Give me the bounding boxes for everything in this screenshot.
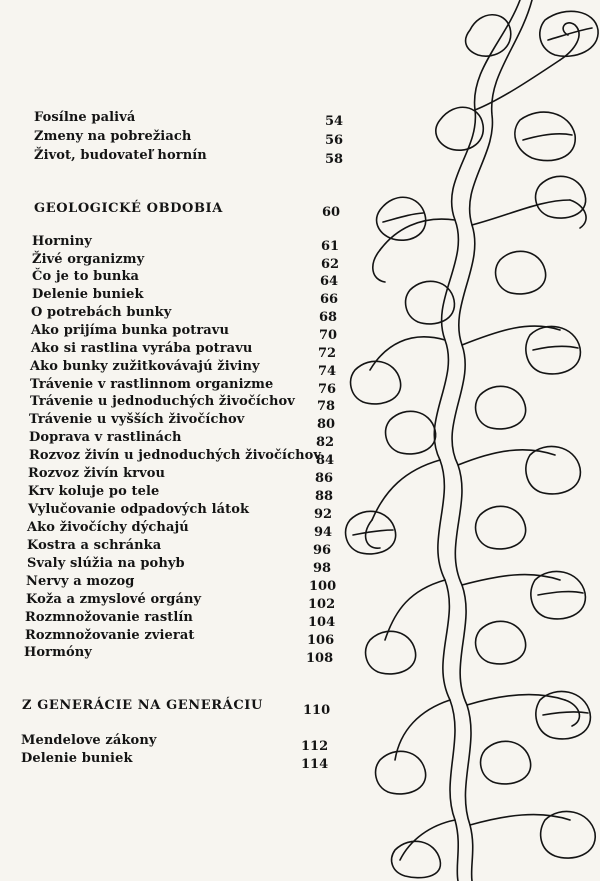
toc-entry-title: Nervy a mozog (26, 574, 135, 589)
toc-entry-title: Život, budovateľ hornín (34, 148, 207, 163)
toc-entry-title: Kostra a schránka (27, 538, 162, 553)
toc-entry-page: 104 (308, 615, 336, 630)
toc-entry-title: Vylučovanie odpadových látok (28, 502, 250, 517)
toc-entry-page: 98 (313, 561, 332, 576)
toc-entry-title: Ako živočíchy dýchajú (27, 520, 189, 535)
toc-entry-title: Čo je to bunka (32, 269, 140, 284)
toc-entry-page: 100 (309, 579, 337, 594)
vine-illustration-icon (340, 0, 600, 881)
toc-entry-title: Rozmnožovanie zvierat (25, 628, 195, 643)
toc-entry-page: 114 (301, 757, 329, 772)
toc-entry-page: 82 (316, 435, 335, 450)
toc-entry-page: 94 (314, 525, 333, 540)
toc-entry-title: O potrebách bunky (31, 305, 172, 320)
toc-entry-page: 102 (308, 597, 336, 612)
toc-entry-page: 106 (307, 633, 335, 648)
toc-entry-title: Zmeny na pobrežiach (34, 129, 192, 144)
section-page: 110 (303, 703, 331, 718)
toc-entry-title: Delenie buniek (32, 287, 144, 302)
toc-entry-title: Rozmnožovanie rastlín (25, 610, 193, 625)
toc-entry-page: 72 (318, 346, 337, 361)
toc-entry-title: Trávenie u vyšších živočíchov (29, 412, 245, 427)
toc-entry-title: Krv koluje po tele (28, 484, 160, 499)
toc-entry-page: 88 (315, 489, 334, 504)
section-title: GEOLOGICKÉ OBDOBIA (34, 201, 223, 216)
toc-entry-title: Trávenie v rastlinnom organizme (30, 377, 274, 392)
toc-entry-page: 54 (325, 114, 344, 129)
toc-entry-page: 68 (319, 310, 338, 325)
toc-entry-title: Ako prijíma bunka potravu (31, 323, 230, 338)
toc-entry-page: 61 (321, 239, 340, 254)
toc-entry-title: Svaly slúžia na pohyb (27, 556, 185, 571)
toc-entry-page: 86 (315, 471, 334, 486)
toc-entry-page: 92 (314, 507, 333, 522)
toc-entry-title: Delenie buniek (21, 751, 133, 766)
toc-entry-title: Trávenie u jednoduchých živočíchov (30, 394, 295, 409)
toc-entry-page: 74 (318, 364, 337, 379)
toc-entry-page: 64 (320, 274, 339, 289)
toc-entry-page: 108 (306, 651, 334, 666)
toc-entry-page: 66 (320, 292, 339, 307)
toc-entry-title: Ako bunky zužitkovávajú živiny (30, 359, 260, 374)
toc-entry-page: 62 (321, 257, 340, 272)
toc-entry-title: Koža a zmyslové orgány (26, 592, 202, 607)
toc-entry-title: Hormóny (24, 645, 92, 660)
toc-entry-page: 78 (317, 399, 336, 414)
toc-entry-page: 112 (301, 739, 329, 754)
toc-entry-title: Fosílne palivá (34, 110, 136, 125)
toc-entry-title: Doprava v rastlinách (29, 430, 182, 445)
toc-entry-page: 76 (318, 382, 337, 397)
toc-entry-title: Mendelove zákony (21, 733, 157, 748)
toc-entry-page: 80 (317, 417, 336, 432)
toc-entry-page: 96 (313, 543, 332, 558)
toc-entry-title: Rozvoz živín u jednoduchých živočíchov (29, 448, 322, 463)
toc-entry-page: 56 (325, 133, 344, 148)
toc-entry-page: 70 (319, 328, 338, 343)
section-title: Z GENERÁCIE NA GENERÁCIU (22, 698, 263, 713)
section-page: 60 (322, 205, 341, 220)
toc-entry-page: 84 (316, 453, 335, 468)
toc-entry-page: 58 (325, 152, 344, 167)
toc-entry-title: Rozvoz živín krvou (28, 466, 166, 481)
toc-entry-title: Živé organizmy (32, 252, 145, 267)
toc-entry-title: Ako si rastlina vyrába potravu (31, 341, 253, 356)
toc-entry-title: Horniny (32, 234, 92, 249)
